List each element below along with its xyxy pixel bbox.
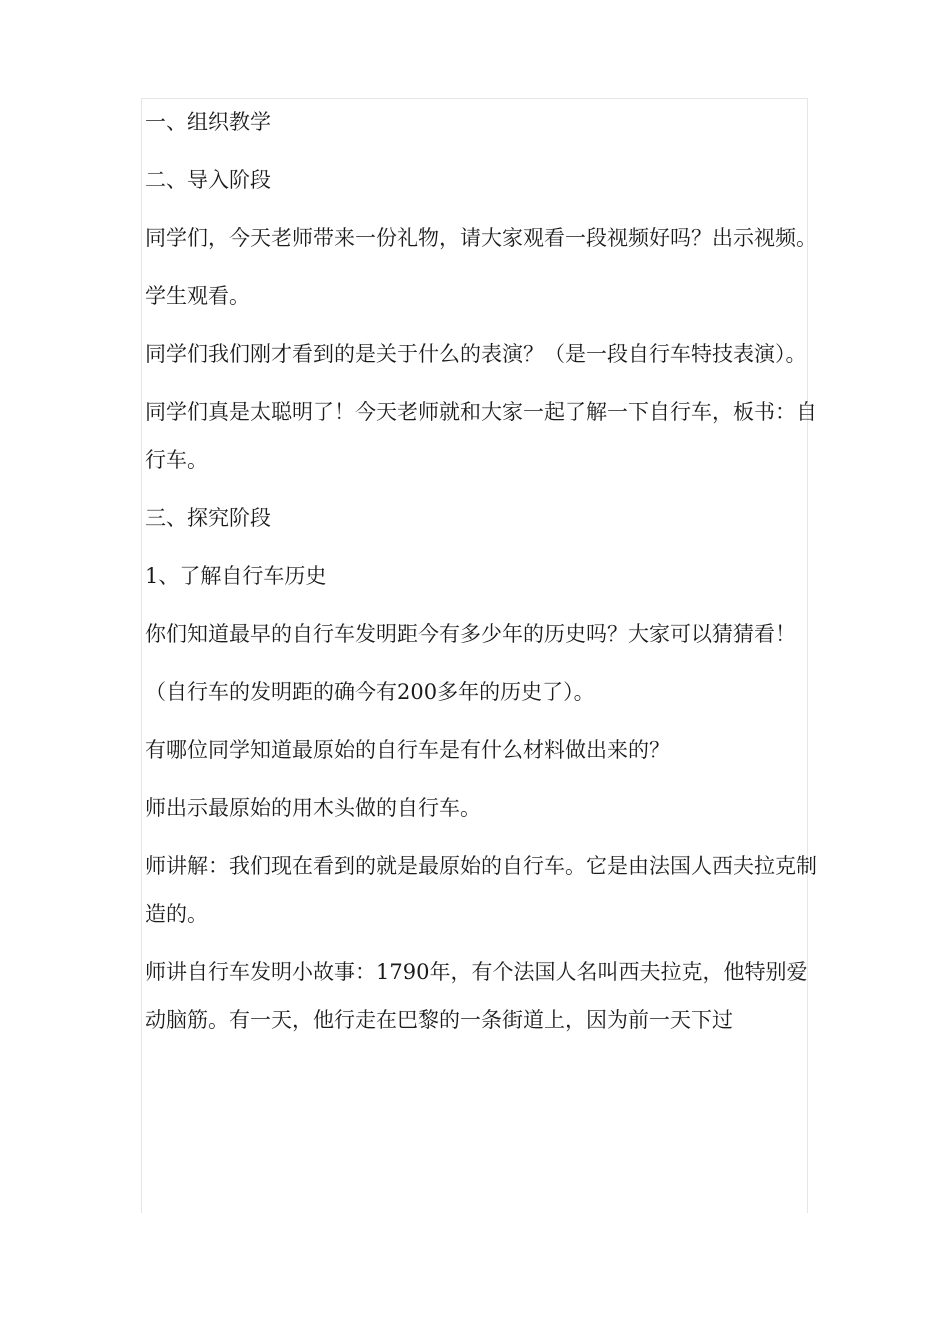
paragraph: 有哪位同学知道最原始的自行车是有什么材料做出来的？	[145, 738, 670, 762]
paragraph: 同学们我们刚才看到的是关于什么的表演？（是一段自行车特技表演）。	[145, 342, 807, 366]
heading-organize-teaching: 一、组织教学	[145, 110, 271, 134]
subheading-bicycle-history: 1、了解自行车历史	[145, 564, 327, 588]
paragraph: 你们知道最早的自行车发明距今有多少年的历史吗？大家可以猜猜看！	[145, 622, 796, 646]
heading-exploration: 三、探究阶段	[145, 506, 271, 530]
paragraph: 同学们，今天老师带来一份礼物，请大家观看一段视频好吗？出示视频。	[145, 226, 817, 250]
document-body	[145, 98, 820, 1044]
heading-introduction: 二、导入阶段	[145, 168, 271, 192]
paragraph: 同学们真是太聪明了！今天老师就和大家一起了解一下自行车，板书：自行车。	[145, 400, 817, 472]
paragraph: 学生观看。	[145, 284, 250, 308]
paragraph: 师讲解：我们现在看到的就是最原始的自行车。它是由法国人西夫拉克制造的。	[145, 854, 817, 926]
paragraph: 师讲自行车发明小故事：1790年，有个法国人名叫西夫拉克，他特别爱动脑筋。有一天，他行走在巴黎的一条街道上，因为前一天下过	[145, 960, 808, 1032]
paragraph: （自行车的发明距的确今有200多年的历史了）。	[145, 680, 595, 704]
paragraph: 师出示最原始的用木头做的自行车。	[145, 796, 481, 820]
